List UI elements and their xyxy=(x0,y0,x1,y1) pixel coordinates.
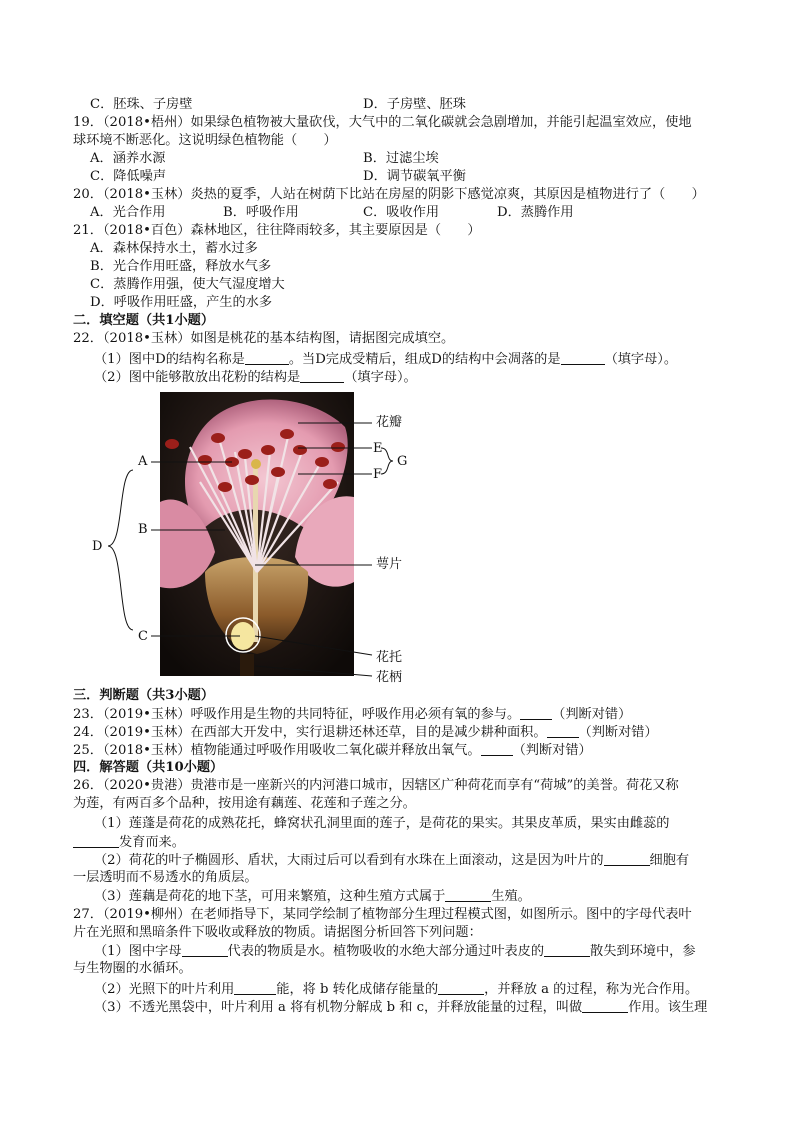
line-text: 21．（2018•百色）森林地区，往往降雨较多，其主要原因是（ ） xyxy=(73,223,481,238)
line-text: 一层透明而不易透水的角质层。 xyxy=(73,870,258,885)
line-text: 片在光照和黑暗条件下吸收或释放的物质。请据图分析回答下列问题： xyxy=(73,925,482,940)
line-text: 发育而来。 xyxy=(119,835,185,850)
line-text: 为莲，有两百多个品种，按用途有藕莲、花莲和子莲之分。 xyxy=(73,796,416,811)
line-text: D．子房壁、胚珠 xyxy=(363,97,466,112)
label-receptacle: 花托 xyxy=(376,650,403,665)
label-A: A xyxy=(138,454,148,469)
line-text: C．降低噪声 xyxy=(90,169,167,184)
line-text: （1）莲蓬是荷花的成熟花托，蜂窝状孔洞里面的莲子，是荷花的果实。其果皮革质，果实由雌蕊的 xyxy=(94,816,670,831)
line-text: （1）图中字母 xyxy=(94,944,182,959)
line-text: A．涵养水源 xyxy=(90,151,166,166)
line-text-continued: 。当D完成受精后，组成D的结构中会凋落的是 xyxy=(288,352,561,367)
line-text: D．呼吸作用旺盛，产生的水多 xyxy=(90,295,273,310)
line-text: 24．（2019•玉林）在西部大开发中，实行退耕还林还草，目的是减少耕种面积。 xyxy=(73,725,547,740)
line-text: B．呼吸作用 xyxy=(223,205,299,220)
line-text: C．胚珠、子房壁 xyxy=(90,97,193,112)
line-text: （3）不透光黑袋中，叶片利用 a 将有机物分解成 b 和 c，并释放能量的过程，叫做 xyxy=(94,1000,583,1015)
line-text: 27．（2019•柳州）在老师指导下，某同学绘制了植物部分生理过程模式图，如图所示。图中的字母代表叶 xyxy=(73,907,692,922)
line-text: D．蒸腾作用 xyxy=(497,205,574,220)
line-text: 与生物圈的水循环。 xyxy=(73,961,192,976)
label-E: E xyxy=(373,441,383,456)
line-text-tail: （判断对错） xyxy=(512,743,592,758)
label-petal: 花瓣 xyxy=(376,415,403,430)
line-text-tail: 作用。该生理 xyxy=(628,1000,708,1015)
line-text-tail: 生殖。 xyxy=(491,889,531,904)
line-text: B．过滤尘埃 xyxy=(363,151,439,166)
line-text: C．蒸腾作用强，使大气湿度增大 xyxy=(90,277,285,292)
line-text-tail: ，并释放 a 的过程，称为光合作用。 xyxy=(484,982,699,997)
line-text: 球环境不断恶化。这说明绿色植物能（ ） xyxy=(73,133,337,148)
line-text-continued: 代表的物质是水。植物吸收的水绝大部分通过叶表皮的 xyxy=(227,944,545,959)
label-D: D xyxy=(92,539,103,554)
line-text: （3）莲藕是荷花的地下茎，可用来繁殖，这种生殖方式属于 xyxy=(94,889,446,904)
line-text: B．光合作用旺盛，释放水气多 xyxy=(90,259,272,274)
label-stalk: 花柄 xyxy=(376,670,403,685)
line-text: 20．（2018•玉林）炎热的夏季，人站在树荫下比站在房屋的阴影下感觉凉爽，其原因是植物进行了（ ） xyxy=(73,187,705,202)
label-C: C xyxy=(138,629,148,644)
line-text-tail: 细胞有 xyxy=(649,853,690,868)
line-text-tail: （填字母）。 xyxy=(604,352,678,367)
line-text: 26．（2020•贵港）贵港市是一座新兴的内河港口城市，因辖区广种荷花而享有“荷城”的美誉。荷花又称 xyxy=(73,778,679,793)
line-text: C．吸收作用 xyxy=(363,205,440,220)
line-text-continued: 能，将 b 转化成储存能量的 xyxy=(276,982,439,997)
line-text: 三．判断题（共3小题） xyxy=(73,688,215,703)
line-text-tail: 散失到环境中，参 xyxy=(590,944,696,959)
line-text-tail: （填字母）。 xyxy=(344,370,417,385)
label-F: F xyxy=(373,467,383,482)
line-text: （1）图中D的结构名称是 xyxy=(94,352,245,367)
label-G: G xyxy=(397,454,408,469)
line-text: 23．（2019•玉林）呼吸作用是生物的共同特征，呼吸作用必须有氧的参与。 xyxy=(73,707,521,722)
label-sepal: 萼片 xyxy=(376,557,403,572)
line-text: （2）荷花的叶子椭圆形、盾状，大雨过后可以看到有水珠在上面滚动，这是因为叶片的 xyxy=(94,853,604,868)
label-B: B xyxy=(138,522,148,537)
line-text: A．光合作用 xyxy=(90,205,166,220)
line-text: 22．（2018•玉林）如图是桃花的基本结构图，请据图完成填空。 xyxy=(73,331,455,346)
line-text: A．森林保持水土，蓄水过多 xyxy=(90,241,258,256)
line-text: 25．（2018•玉林）植物能通过呼吸作用吸收二氧化碳并释放出氧气。 xyxy=(73,743,481,758)
line-text-tail: （判断对错） xyxy=(578,725,658,740)
line-text-tail: （判断对错） xyxy=(552,707,632,722)
line-text: 四．解答题（共10小题） xyxy=(73,760,224,775)
line-text: （2）光照下的叶片利用 xyxy=(94,982,235,997)
line-text: （2）图中能够散放出花粉的结构是 xyxy=(94,370,301,385)
line-text: D．调节碳氧平衡 xyxy=(363,169,466,184)
line-text: 19．（2018•梧州）如果绿色植物被大量砍伐，大气中的二氧化碳就会急剧增加，并能引起温室效应，使地 xyxy=(73,115,692,130)
line-text: 二．填空题（共1小题） xyxy=(73,313,215,328)
